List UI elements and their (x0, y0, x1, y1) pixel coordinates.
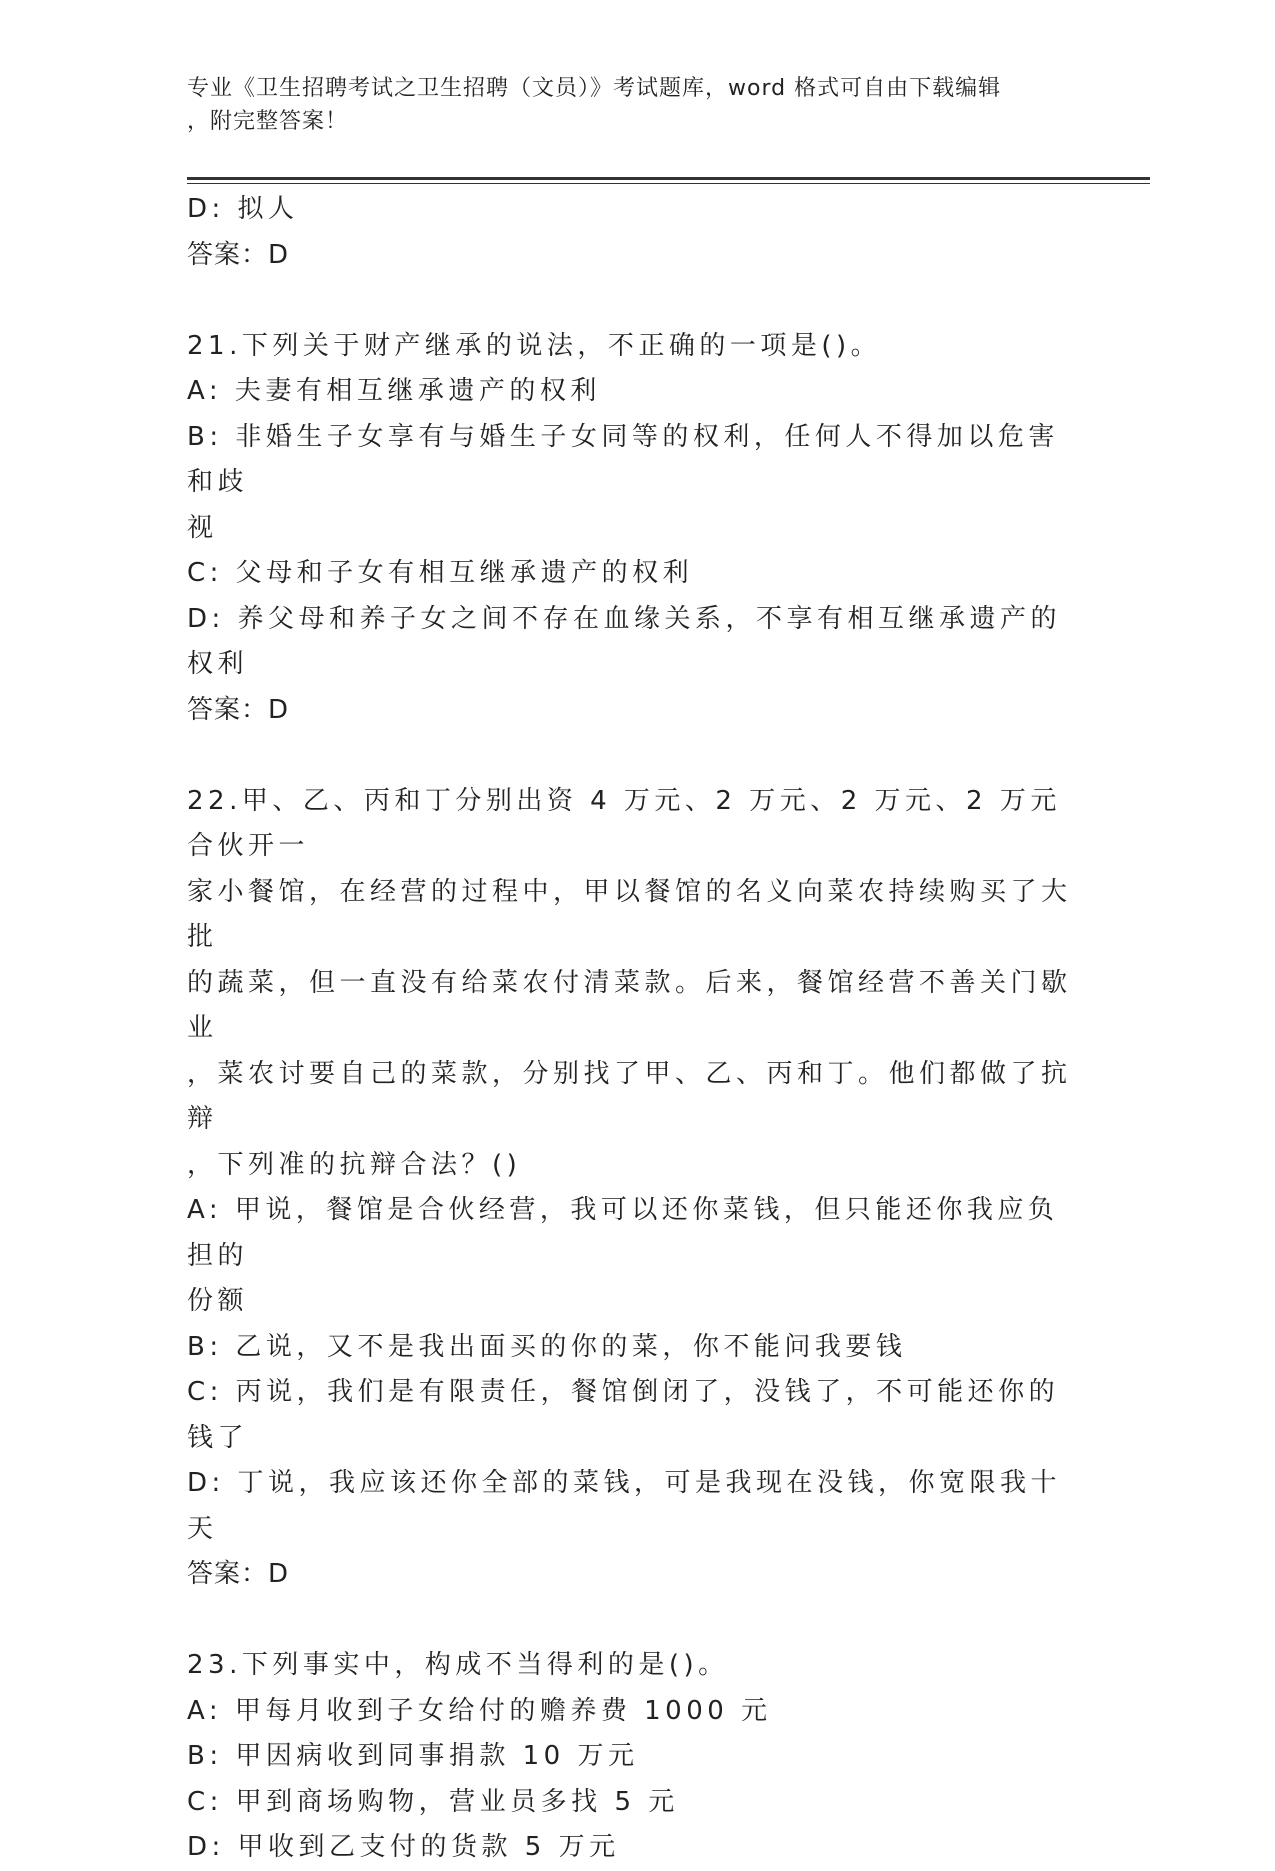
option-c (187, 1780, 1087, 1826)
option-d: D: 拟人 (187, 194, 299, 224)
option-text: A: 甲每月收到子女给付的赡养费 1000 元 (187, 1695, 772, 1726)
previous-question-tail (187, 187, 1087, 278)
header-divider-thin (187, 183, 1150, 184)
option-text: C: 丙说，我们是有限责任，餐馆倒闭了，没钱了，不可能还你的钱了 (187, 1377, 1060, 1453)
question-stem: ，下列准的抗辩合法？() (187, 1149, 522, 1180)
answer-line: 答案：D (187, 239, 290, 270)
option-c (187, 551, 1087, 597)
question-stem: 21.下列关于财产继承的说法，不正确的一项是()。 (187, 330, 882, 361)
option-text: A: 甲说，餐馆是合伙经营，我可以还你菜钱，但只能还你我应负担的 (187, 1195, 1059, 1271)
question-23 (187, 1643, 1087, 1871)
option-text: A: 夫妻有相互继承遗产的权利 (187, 376, 601, 406)
option-b (187, 1734, 1087, 1780)
header-line-2: ，附完整答案！ (187, 109, 349, 134)
page-header (187, 72, 1087, 138)
option-d (187, 1461, 1087, 1552)
option-d (187, 1825, 1087, 1871)
option-text: C: 父母和子女有相互继承遗产的权利 (187, 558, 694, 588)
option-text: B: 非婚生子女享有与婚生子女同等的权利，任何人不得加以危害和歧 (187, 421, 1059, 497)
question-stem: 23.下列事实中，构成不当得利的是()。 (187, 1650, 729, 1680)
header-line-1: 专业《卫生招聘考试之卫生招聘（文员）》考试题库，word 格式可自由下载编辑 (187, 76, 1002, 101)
answer-line: 答案：D (187, 694, 290, 725)
question-22 (187, 779, 1087, 1598)
question-content (187, 187, 1087, 1871)
answer-line: 答案：D (187, 1559, 290, 1589)
question-stem: ，菜农讨要自己的菜款，分别找了甲、乙、丙和丁。他们都做了抗辩 (187, 1058, 1072, 1134)
question-stem: 的蔬菜，但一直没有给菜农付清菜款。后来，餐馆经营不善关门歇业 (187, 967, 1072, 1043)
option-text: D: 甲收到乙支付的货款 5 万元 (187, 1832, 620, 1862)
option-text: B: 甲因病收到同事捐款 10 万元 (187, 1741, 639, 1771)
question-stem: 家小餐馆，在经营的过程中，甲以餐馆的名义向菜农持续购买了大批 (187, 876, 1072, 952)
option-a (187, 369, 1087, 415)
question-21 (187, 324, 1087, 734)
option-c (187, 1370, 1087, 1461)
question-stem: 22.甲、乙、丙和丁分别出资 4 万元、2 万元、2 万元、2 万元合伙开一 (187, 785, 1061, 861)
option-b (187, 415, 1087, 552)
option-text: D: 丁说，我应该还你全部的菜钱，可是我现在没钱，你宽限我十天 (187, 1468, 1062, 1544)
option-a (187, 1689, 1087, 1735)
header-divider-thick (187, 177, 1150, 180)
option-d (187, 597, 1087, 688)
option-text-continued: 视 (187, 512, 218, 543)
option-text: D: 养父母和养子女之间不存在血缘关系，不享有相互继承遗产的权利 (187, 603, 1062, 679)
option-text: B: 乙说，又不是我出面买的你的菜，你不能问我要钱 (187, 1331, 907, 1362)
option-a (187, 1188, 1087, 1325)
option-text-continued: 份额 (187, 1286, 249, 1316)
option-text: C: 甲到商场购物，营业员多找 5 元 (187, 1786, 679, 1817)
option-b (187, 1325, 1087, 1371)
